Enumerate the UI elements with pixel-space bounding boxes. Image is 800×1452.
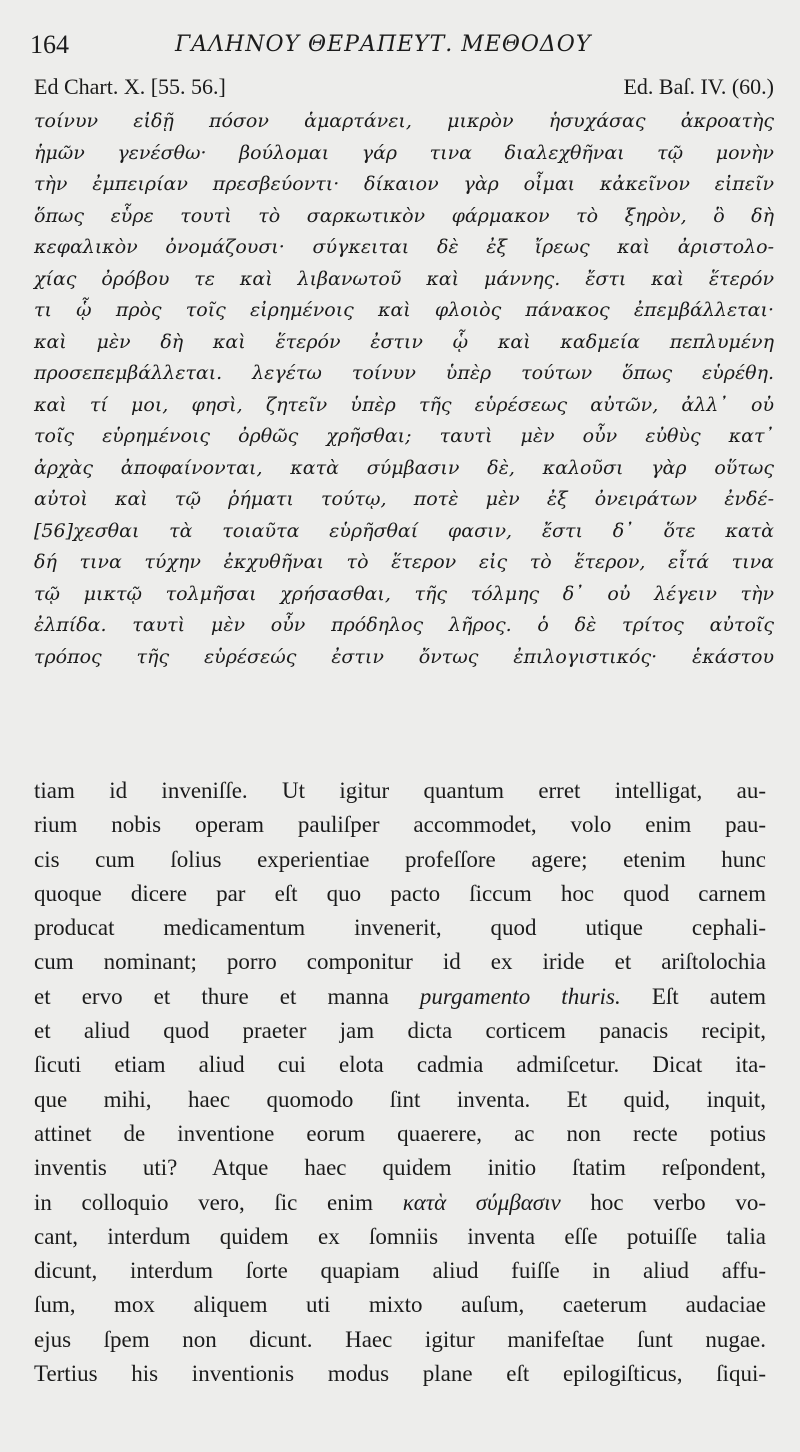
greek-line: τὴν ἐμπειρίαν πρεσβεύοντι· δίκαιον γὰρ οἶμαι κἀκεῖνον εἰπεῖν: [34, 173, 774, 195]
latin-line-text: et ervo et thure et manna: [34, 983, 389, 1009]
latin-line: attinet de inventione eorum quaerere, ac non recte potius: [34, 1120, 766, 1146]
edition-reference-basel: Ed. Baſ. IV. (60.): [623, 74, 774, 99]
greek-line: ἡμῶν γενέσθω· βούλομαι γάρ τινα διαλεχθῆναι τῷ μονὴν: [34, 141, 774, 164]
page-header: [30, 30, 790, 62]
greek-line: τι ᾧ πρὸς τοῖς εἰρημένοις καὶ φλοιὸς πάνακος ἐπεμβάλλεται·: [34, 299, 774, 321]
greek-line: καὶ μὲν δὴ καὶ ἕτερόν ἐστιν ᾧ καὶ καδμεία πεπλυμένη: [34, 330, 774, 353]
greek-text-block: [34, 106, 774, 673]
greek-line: χίας ὀρόβου τε καὶ λιβανωτοῦ καὶ μάννης. ἔστι καὶ ἕτερόν: [34, 267, 774, 290]
greek-line: κεφαλικὸν ὀνομάζουσι· σύγκειται δὲ ἐξ ἴρεως καὶ ἀριστολο-: [34, 236, 774, 258]
latin-line: rium nobis operam pauliſper accommodet, volo enim pau-: [34, 812, 766, 838]
latin-line: ſum, mox aliquem uti mixto auſum, caeterum audaciae: [34, 1292, 766, 1318]
latin-line: tiam id inveniſſe. Ut igitur quantum erret intelligat, au-: [34, 778, 766, 803]
greek-line: τρόπος τῆς εὑρέσεώς ἐστιν ὄντως ἐπιλογιστικός· ἑκάστου: [34, 645, 774, 668]
greek-line: τοίνυν εἰδῇ πόσον ἁμαρτάνει, μικρὸν ἡσυχάσας ἀκροατὴς: [34, 110, 774, 132]
latin-line: cis cum ſolius experientiae profeſſore agere; etenim hunc: [34, 846, 766, 872]
latin-line: [34, 980, 766, 1014]
greek-line: καὶ τί μοι, φησὶ, ζητεῖν ὑπὲρ τῆς εὑρέσεως αὐτῶν, ἀλλ᾽ οὐ: [34, 393, 774, 416]
greek-line: [56]χεσθαι τὰ τοιαῦτα εὑρῆσθαί φασιν, ἔστι δ᾽ ὅτε κατὰ: [34, 519, 774, 542]
page-number: 164: [30, 30, 69, 59]
edition-references: [34, 74, 774, 104]
latin-text-block: [34, 774, 766, 1391]
greek-inline-phrase: κατὰ σύμβασιν: [402, 1189, 561, 1215]
latin-line: Tertius his inventionis modus plane eſt epilogiſticus, ſiqui-: [34, 1361, 766, 1387]
greek-line: αὐτοὶ καὶ τῷ ῥήματι τούτῳ, ποτὲ μὲν ἐξ ὀνειράτων ἐνδέ-: [34, 488, 774, 510]
latin-line: dicunt, interdum ſorte quapiam aliud fuiſſe in aliud affu-: [34, 1258, 766, 1284]
latin-line: que mihi, haec quomodo ſint inventa. Et quid, inquit,: [34, 1086, 766, 1112]
latin-line: ſicuti etiam aliud cui elota cadmia admiſcetur. Dicat ita-: [34, 1052, 766, 1078]
latin-line: [34, 1186, 766, 1220]
latin-line: et aliud quod praeter jam dicta corticem panacis recipit,: [34, 1018, 766, 1044]
greek-line: τοῖς εὑρημένοις ὀρθῶς χρῆσθαι; ταυτὶ μὲν οὖν εὐθὺς κατ᾽: [34, 425, 774, 447]
italic-phrase: purgamento thuris.: [419, 983, 621, 1009]
latin-line: producat medicamentum invenerit, quod utique cephali-: [34, 915, 766, 941]
latin-line: quoque dicere par eſt quo pacto ſiccum hoc quod carnem: [34, 880, 766, 906]
latin-line-text: in colloquio vero, ſic enim: [34, 1189, 374, 1215]
latin-line: cant, interdum quidem ex ſomniis inventa eſſe potuiſſe talia: [34, 1223, 766, 1249]
greek-line: ἐλπίδα. ταυτὶ μὲν οὖν πρόδηλος λῆρος. ὁ δὲ τρίτος αὐτοῖς: [34, 614, 774, 636]
latin-line: ejus ſpem non dicunt. Haec igitur manifeſtae ſunt nugae.: [34, 1326, 766, 1352]
edition-reference-chartier: Ed Chart. X. [55. 56.]: [34, 74, 226, 99]
running-title: ΓΑΛΗΝΟΥ ΘΕΡΑΠΕΥΤ. ΜΕΘΟΔΟΥ: [175, 32, 592, 57]
greek-line: ἀρχὰς ἀποφαίνονται, κατὰ σύμβασιν δὲ, καλοῦσι γὰρ οὕτως: [34, 456, 774, 479]
greek-line: τῷ μικτῷ τολμῆσαι χρήσασθαι, τῆς τόλμης δ᾽ οὐ λέγειν τὴν: [34, 582, 774, 605]
latin-line-text: Eſt autem: [651, 983, 766, 1009]
latin-line: cum nominant; porro componitur id ex iride et ariſtolochia: [34, 949, 766, 975]
latin-line-text: hoc verbo vo-: [590, 1189, 766, 1215]
latin-line: inventis uti? Atque haec quidem initio ſtatim reſpondent,: [34, 1155, 766, 1181]
greek-line: δή τινα τύχην ἐκχυθῆναι τὸ ἕτερον εἰς τὸ ἕτερον, εἶτά τινα: [34, 551, 774, 573]
greek-line: προσεπεμβάλλεται. λεγέτω τοίνυν ὑπὲρ τούτων ὅπως εὑρέθη.: [34, 362, 774, 384]
greek-line: ὅπως εὗρε τουτὶ τὸ σαρκωτικὸν φάρμακον τὸ ξηρὸν, ὃ δὴ: [34, 204, 774, 227]
